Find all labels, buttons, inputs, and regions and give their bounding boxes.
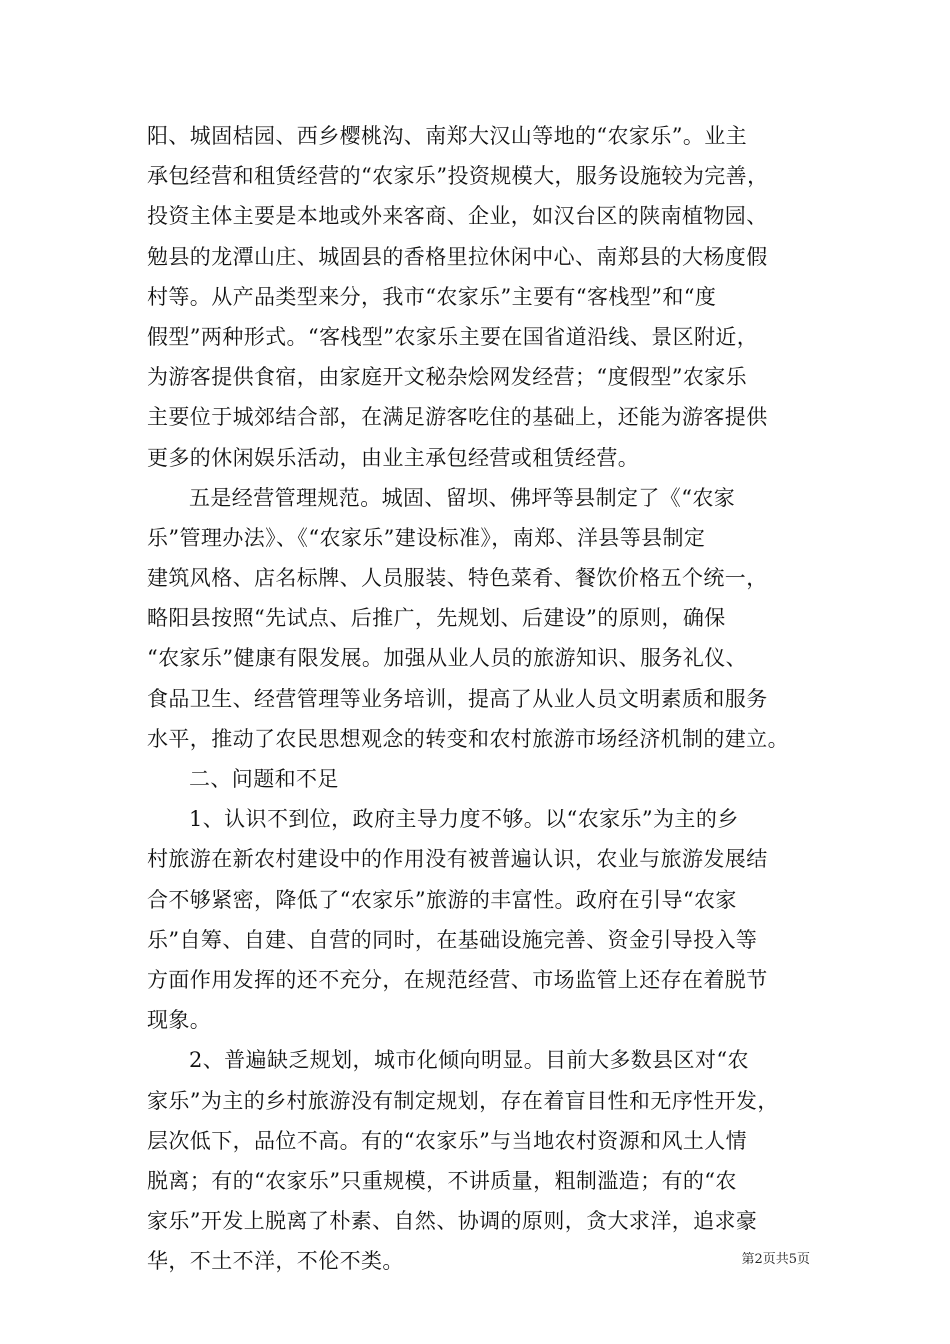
text-line: 为游客提供食宿，由家庭开文秘杂烩网发经营；“度假型”农家乐 [147,365,748,390]
text-line: 家乐”开发上脱离了朴素、自然、协调的原则，贪大求洋，追求豪 [147,1209,758,1234]
paragraph-start-line: 五是经营管理规范。城固、留坝、佛坪等县制定了《“农家 [189,485,736,510]
document-body [147,116,807,1281]
text-line: 食品卫生、经营管理等业务培训，提高了从业人员文明素质和服务 [147,686,768,711]
text-line: 家乐”为主的乡村旅游没有制定规划，存在着盲目性和无序性开发， [147,1088,779,1113]
text-line: 略阳县按照“先试点、后推广，先规划、后建设”的原则，确保 [147,606,726,631]
text-line: 合不够紧密，降低了“农家乐”旅游的丰富性。政府在引导“农家 [147,887,737,912]
text-line: 乐”自筹、自建、自营的同时，在基础设施完善、资金引导投入等 [147,927,758,952]
section-heading: 二、问题和不足 [189,767,339,791]
text-line: 假型”两种形式。“客栈型”农家乐主要在国省道沿线、景区附近， [147,324,759,349]
page-number-label: 第2页共5页 [741,1252,810,1267]
text-line: 现象。 [147,1008,212,1033]
text-line: 方面作用发挥的还不充分，在规范经营、市场监管上还存在着脱节 [147,967,768,992]
text-line: 承包经营和租赁经营的“农家乐”投资规模大，服务设施较为完善， [147,164,769,189]
text-line: 主要位于城郊结合部，在满足游客吃住的基础上，还能为游客提供 [147,405,768,430]
text-line: 勉县的龙潭山庄、城固县的香格里拉休闲中心、南郑县的大杨度假 [147,244,768,269]
text-line: 建筑风格、店名标牌、人员服装、特色菜肴、餐饮价格五个统一， [147,566,768,591]
text-line: 投资主体主要是本地或外来客商、企业，如汉台区的陕南植物园、 [147,204,768,229]
text-line: 村等。从产品类型来分，我市“农家乐”主要有“客栈型”和“度 [147,284,717,309]
paragraph-start-line: 1、认识不到位，政府主导力度不够。以“农家乐”为主的乡 [189,807,739,832]
paragraph-start-line: 2、普遍缺乏规划，城市化倾向明显。目前大多数县区对“农 [189,1048,749,1073]
text-line: 乐”管理办法》、《“农家乐”建设标准》，南郑、洋县等县制定 [147,525,706,550]
page-footer [700,1248,810,1267]
text-line: 脱离；有的“农家乐”只重规模，不讲质量，粗制滥造；有的“农 [147,1168,737,1193]
text-line: 水平，推动了农民思想观念的转变和农村旅游市场经济机制的建立。 [147,726,789,751]
text-line: 华，不土不洋，不伦不类。 [147,1249,404,1274]
text-line: 阳、城固桔园、西乡樱桃沟、南郑大汉山等地的“农家乐”。业主 [147,124,748,148]
text-line: 层次低下，品位不高。有的“农家乐”与当地农村资源和风土人情 [147,1128,748,1153]
text-line: 村旅游在新农村建设中的作用没有被普遍认识，农业与旅游发展结 [147,847,768,872]
text-line: “农家乐”健康有限发展。加强从业人员的旅游知识、服务礼仪、 [147,646,748,671]
text-line: 更多的休闲娱乐活动，由业主承包经营或租赁经营。 [147,445,640,470]
